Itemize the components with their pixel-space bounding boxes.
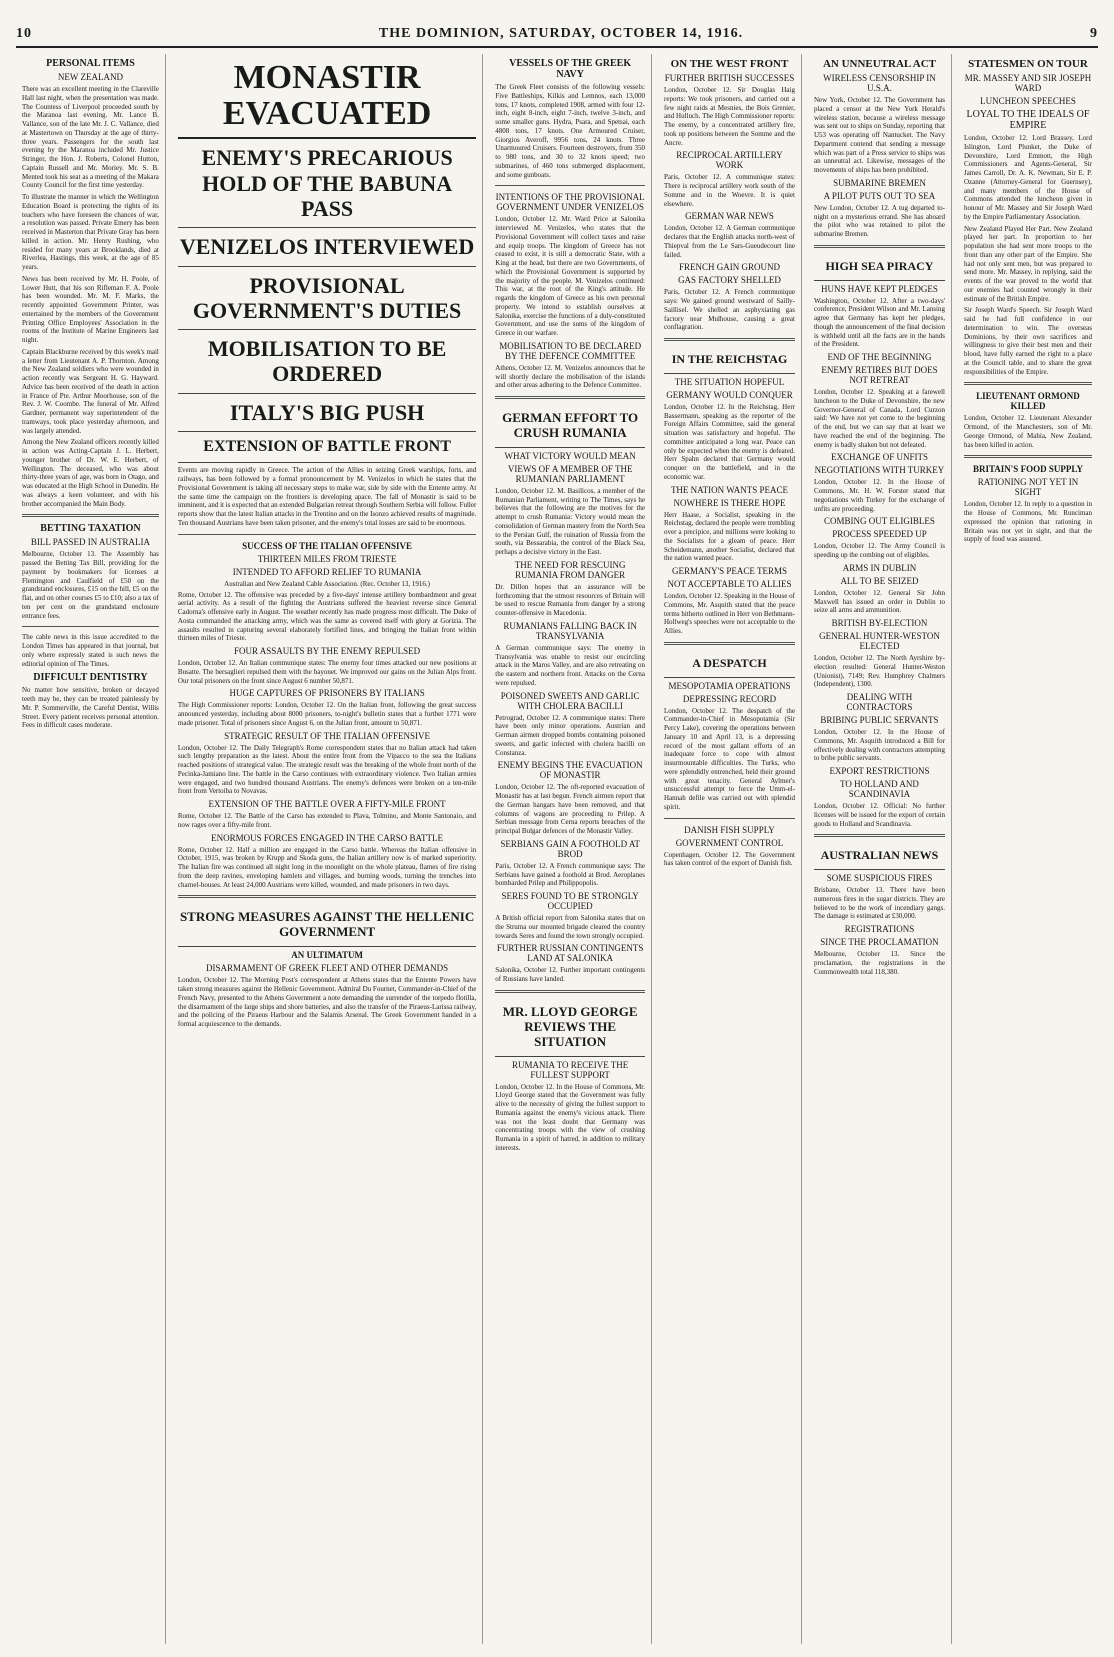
divider xyxy=(22,626,159,627)
subheading: ENORMOUS FORCES ENGAGED IN THE CARSO BATTLE xyxy=(211,832,444,843)
article-text: Copenhagen, October 12. The Government has taken control of the export of Danish fish. xyxy=(664,850,795,868)
headline: ALL TO BE SEIZED xyxy=(840,575,919,586)
headline: GERMAN WAR NEWS xyxy=(685,211,774,222)
headline: STRONG MEASURES AGAINST THE HELLENIC GOVERNMENT xyxy=(178,904,476,947)
article-text: London, October 12. Lord Brassey, Lord Islington, Lord Plunket, the Duke of Devonshire, Lord Emmott, the High Commissioners and Agents-General, Sir James Carroll, Dr. A. K. Newman, Sir E. P. Ozanne (Attorney-General for Guernsey), and many members of the House of Commons attended the luncheon given in honour of Mr. Massey and Sir Joseph Ward by the Empire Parliamentary Association. xyxy=(963,134,1092,221)
article-text: London, October 12. The Army Council is speeding up the combing out of eligibles. xyxy=(813,542,945,560)
headline: ON THE WEST FRONT xyxy=(670,58,789,70)
divider xyxy=(814,245,945,248)
headline: GAS FACTORY SHELLED xyxy=(678,275,781,286)
headline: SERES FOUND TO BE STRONGLY OCCUPIED xyxy=(501,891,639,912)
divider xyxy=(964,455,1092,458)
headline: HIGH SEA PIRACY xyxy=(814,254,945,281)
headline: GOVERNMENT CONTROL xyxy=(675,837,784,848)
subheading: THIRTEEN MILES FROM TRIESTE xyxy=(257,553,397,564)
headline: NEGOTIATIONS WITH TURKEY xyxy=(814,465,945,476)
article-text: A German communique says: The enemy in Transylvania was unable to resist our encircling attack in the Maros Valley, and are also retreating on the eastern and northern front. Attacks on the Cerna were repulsed. xyxy=(495,643,645,687)
article-text: London, October 12. Speaking at a farewell luncheon to the Duke of Devonshire, the new Governor-General of Canada, Lord Curzon said: We have not yet come to the beginning of the end, but we can say that at least we have reached the end of the beginning. The enemy is badly shaken but not defeated. xyxy=(813,388,945,449)
headline: DEPRESSING RECORD xyxy=(682,693,777,704)
article-text: London, October 12. The North Ayrshire by-election resulted: General Hunter-Weston (Unionist), 7149; Rev. Humphrey Chalmers (Independent), 1300. xyxy=(813,654,945,689)
columns xyxy=(16,54,1098,1644)
subheading: FOUR ASSAULTS BY THE ENEMY REPULSED xyxy=(234,646,421,657)
article-text: A British official report from Salonika states that on the Struma our mounted brigade cleared the country towards Seres and found the town strongly occupied. xyxy=(495,914,645,940)
headline: EXPORT RESTRICTIONS xyxy=(829,766,930,777)
headline: RATIONING NOT YET IN SIGHT xyxy=(977,477,1079,498)
headline: ARMS IN DUBLIN xyxy=(842,562,917,573)
section-subheading: BILL PASSED IN AUSTRALIA xyxy=(30,537,150,548)
article-text: The Greek Fleet consists of the following vessels: Five Battleships, Kilkis and Lemnos, each 13,000 tons, 17 knots, completed 1908, armed with four 12-inch, eight 8-inch, eight 7-inch, twelve 3-inch, and some smaller guns. Hydra, Psara, and Spetsai, each 4808 tons, 17 knots. One Armoured Cruiser, Giorgios Averoff, 9956 tons, 24 knots. Three Unarmoured Cruisers. Fourteen destroyers, from 350 to 980 tons, and 30 to 32 knots speed; two submarines, of 460 tons submerged displacement, and some gunboats. xyxy=(495,83,645,179)
headline: SINCE THE PROCLAMATION xyxy=(820,937,939,948)
section-heading: BETTING TAXATION xyxy=(40,523,141,535)
headline: VESSELS OF THE GREEK NAVY xyxy=(509,58,632,80)
headline: COMBING OUT ELIGIBLES xyxy=(824,516,935,527)
headline: ENEMY'S PRECARIOUS HOLD OF THE BABUNA PASS xyxy=(178,139,476,228)
headline: ENEMY RETIRES BUT DOES NOT RETREAT xyxy=(821,365,938,386)
headline: ENEMY BEGINS THE EVACUATION OF MONASTIR xyxy=(497,760,643,781)
subheading: SUCCESS OF THE ITALIAN OFFENSIVE xyxy=(242,540,413,551)
headline: MR. MASSEY AND SIR JOSEPH WARD xyxy=(964,73,1092,93)
headline: THE NEED FOR RESCUING RUMANIA FROM DANGER xyxy=(514,559,626,580)
headline: THE SITUATION HOPEFUL xyxy=(674,376,785,387)
divider xyxy=(664,818,795,819)
headline: SERBIANS GAIN A FOOTHOLD AT BROD xyxy=(500,838,640,859)
main-headline: MONASTIR EVACUATED xyxy=(178,54,476,139)
newspaper-title: THE DOMINION, SATURDAY, OCTOBER 14, 1916. xyxy=(378,26,744,41)
divider xyxy=(814,834,945,837)
masthead xyxy=(16,26,1098,48)
article-text: London, October 12. Speaking in the House of Commons, Mr. Asquith stated that the peace terms hitherto outlined in Herr von Bethmann-Hollweg's speeches were not acceptable to the Allies. xyxy=(664,592,795,636)
article-text: Athens, October 12. M. Venizelos announces that he will shortly declare the mobilisation of the islands and other areas adhering to the Defence Committee. xyxy=(495,363,645,390)
divider xyxy=(495,990,645,993)
headline: BRIBING PUBLIC SERVANTS xyxy=(820,715,939,726)
article-text: Washington, October 12. After a two-days' conference, President Wilson and Mr. Lansing agree that Germany has kept her pledges, though the announcement of the final decision is withheld until all the facts are in the hands of the President. xyxy=(813,296,945,349)
article-text: Melbourne, October 13. Since the proclamation, the registrations in the Commonwealth total 118,380. xyxy=(813,950,945,976)
divider xyxy=(664,642,795,645)
article-text: Paris, October 12. A French communique says: We gained ground westward of Sailly-Saillisel. We shelled an asphyxiating gas factory near Mulhouse, causing a great conflagration. xyxy=(664,288,795,332)
headline: POISONED SWEETS AND GARLIC WITH CHOLERA BACILLI xyxy=(500,690,640,711)
headline: ITALY'S BIG PUSH xyxy=(178,394,476,432)
article-text: London, October 12. The despatch of the Commander-in-Chief in Mesopotamia (Sir Percy Lake), covering the operations between January 10 and April 13, is a depressing record of the most gallant efforts of an inadequate force to cope with almost insurmountable difficulties. The Turks, who were splendidly entrenched, held their ground with great tenacity. General Aylmer's unsuccessful attempt to force the Umm-el-Hannah defile was carried out with splendid spirit. xyxy=(664,706,795,811)
headline: GERMANY'S PEACE TERMS xyxy=(672,566,787,577)
headline: EXCHANGE OF UNFITS xyxy=(830,452,928,463)
headline: DEALING WITH CONTRACTORS xyxy=(846,692,913,713)
article-text: London, October 12. Mr. Ward Price at Salonika interviewed M. Venizelos, who states that the Provisional Government will collect taxes and raise and equip troops. The kingdom of Greece has not ceased to exist, it is still a democratic State, with a King at the head, but there are two Governments, of which the Provisional Government is supported by the majority of the people. M. Venizelos continued: This war, at the root of the King's attitude. He regards the kingdom of Greece as his own personal property. We intend to establish ourselves at Salonika, exercise the functions of a duly-constituted Government, and use the sums of the kingdom of Greece in our warfare. xyxy=(495,215,645,337)
column-2 xyxy=(172,54,483,1644)
headline: FURTHER BRITISH SUCCESSES xyxy=(664,73,795,83)
headline: SOME SUSPICIOUS FIRES xyxy=(826,873,933,884)
headline: WHAT VICTORY WOULD MEAN xyxy=(504,450,636,461)
column-6 xyxy=(958,54,1098,1644)
column-5 xyxy=(808,54,952,1644)
headline: MOBILISATION TO BE DECLARED BY THE DEFENCE COMMITTEE xyxy=(499,340,642,361)
article-text: London, October 12. The Morning Post's correspondent at Athens states that the Entente Powers have taken strong measures against the Hellenic Government. Admiral Du Fournet, Commander-in-Chief of the French Navy, presented to the Athens Government a note demanding the surrender of the torpedo flotilla, the disarmament of the large ships and shore batteries, and also the transfer of the Piraeus-Larissa railway, and the policing of the Piraeus Harbour and the Salamis Arsenal. The Greek Government handed in a formal acquiescence to the demands. xyxy=(177,976,477,1029)
article-text: Paris, October 12. A communique states: There is reciprocal artillery work south of the Somme and in the Woevre. It is quiet elsewhere. xyxy=(664,173,795,208)
article-text: New London, October 12. A tug departed to-night on a mysterious errand. She has aboard the pilot who was retained to pilot the submarine Bremen. xyxy=(813,203,945,238)
headline: PROCESS SPEEDED UP xyxy=(832,529,927,540)
divider xyxy=(178,895,476,898)
subheading: AN ULTIMATUM xyxy=(291,950,363,961)
headline: BRITAIN'S FOOD SUPPLY xyxy=(972,464,1083,475)
article-text: Paris, October 12. A French communique says: The Serbians have gained a foothold at Brod. Aeroplanes bombarded Prilep and Philippopolis. xyxy=(495,861,645,888)
headline: GERMAN EFFORT TO CRUSH RUMANIA xyxy=(495,405,645,448)
headline: HUNS HAVE KEPT PLEDGES xyxy=(821,283,938,294)
article-text: There was an excellent meeting in the Clareville Hall last night, when the presentation was made. The Countess of Liverpool proceeded south by the Maranoa last evening. Mr. Lance B. Vallance, son of the late Mr. J. C. Vallance, died at Mastertown on Thursday at the age of thirty-three years. Passengers for the south last evening by the Maranoa included Mr. Justice Stringer, the Hon. J. Roberts, Colonel Hutton, Captain Russell and Mr. Moriey. Mr. S. B. Mented took his seat as a meeting of the Makara County Council for the first time yesterday. xyxy=(22,85,159,190)
divider xyxy=(178,534,476,535)
column-3 xyxy=(489,54,652,1644)
headline: MESOPOTAMIA OPERATIONS xyxy=(668,680,791,691)
divider xyxy=(964,382,1092,385)
headline: A DESPATCH xyxy=(664,651,795,678)
article-text: London, October 12. The oft-reported evacuation of Monastir has at last begun. French airmen report that the German hangars have been removed, and that columns of wagons are proceeding to Prilep. A Serbian message from Cerna reports breaches of the principal Bulgar defences of the Monastir Valley. xyxy=(495,783,645,836)
article-text: London, October 12. The Daily Telegraph's Rome correspondent states that no Italian attack had taken such lengthy preparation as the latest. About the entire front from the Vipacco to the sea the Italians reached positions of strategical value. The strategic result was the breaking of the whole front north of the Pecinka-Jamiano line. The battle in the Carso continues with extraordinary violence. Two Italian armies were engaged, and two hundred thousand Austrians. The enemy's defences were broken on a ten-mile front from Vertoiba to Novavas. xyxy=(177,743,477,796)
article-text: London, October 12. In reply to a question in the House of Commons, Mr. Runciman expressed the opinion that rationing in Britain was not yet in sight, and that the supply of food was assured. xyxy=(963,500,1092,544)
headline: RUMANIA TO RECEIVE THE FULLEST SUPPORT xyxy=(512,1059,629,1080)
divider xyxy=(22,514,159,517)
article-text: London, October 12. General Sir John Maxwell has issued an order in Dublin to seize all arms and ammunition. xyxy=(813,588,945,615)
article-text: Rome, October 12. Half a million are engaged in the Carso battle. Whereas the Italian offensive in October, 1915, was broken by Krupp and Skoda guns, the Italian artillery now is of marked superiority. The Italian fire was continued all night long in the moonlight on the whole plateau, flames of fire rising from the deep ravines, enveloping hamlets and villages, and burning woods, turning the trenches into charnel-houses. At least 24,000 Austrians were killed, wounded, and made prisoners in two days. xyxy=(177,845,477,889)
headline: SUBMARINE BREMEN xyxy=(833,177,926,188)
headline: PROVISIONAL GOVERNMENT'S DUTIES xyxy=(178,267,476,331)
headline: A PILOT PUTS OUT TO SEA xyxy=(823,190,936,201)
article-text: London, October 12. Sir Douglas Haig reports: We took prisoners, and carried out a few night raids at Mesnies, the Bois Grenier, and Hulluch. The High Commissioner reports: The enemy, by a concentrated artillery fire, took up positions between the Somme and the Ancre. xyxy=(664,86,795,147)
article-text: New York, October 12. The Government has placed a censor at the New York Herald's wireless station, because a wireless message was sent out to ships on Sunday, reporting that U53 was operating off Nantucket. The Navy Department contend that sending a message which was part of a Press service to ships was an unneutral act. Likewise, messages of the movements of ships has been prohibited. xyxy=(813,96,945,174)
article-text: Salonika, October 12. Further important contingents of Russians have landed. xyxy=(495,966,645,984)
headline: LIEUTENANT ORMOND KILLED xyxy=(976,391,1080,412)
article-text: London, October 12. In the House of Commons, Mr. H. W. Forster stated that negotiations with Turkey for the exchange of unfits are proceeding. xyxy=(813,478,945,513)
headline: FRENCH GAIN GROUND xyxy=(678,262,780,273)
article-text: Rome, October 12. The offensive was preceded by a five-days' intense artillery bombardment and great aerial activity. As a result of the fighting the Austrians suffered the heaviest reverse since General Cadorna's offensive early in August. The weather recently has made progress most difficult. The Duke of Aosta commanded the attacking army, which was the same as covered itself with glory at Gorizia. The assaults resulted in capturing several elaborately fortified lines, and bringing the Italian front within thirteen miles of Trieste. xyxy=(177,590,477,643)
headline: NOWHERE IS THERE HOPE xyxy=(673,497,786,508)
headline: VENIZELOS INTERVIEWED xyxy=(178,228,476,266)
headline: VIEWS OF A MEMBER OF THE RUMANIAN PARLIAMENT xyxy=(507,463,633,484)
headline: GERMANY WOULD CONQUER xyxy=(666,389,793,400)
headline: INTENTIONS OF THE PROVISIONAL GOVERNMENT UNDER VENIZELOS xyxy=(495,192,645,213)
section-heading: PERSONAL ITEMS xyxy=(46,58,135,69)
headline: IN THE REICHSTAG xyxy=(664,347,795,374)
subheading: DISARMAMENT OF GREEK FLEET AND OTHER DEMANDS xyxy=(206,963,449,974)
article-text: Captain Blackburne received by this week's mail a letter from Lieutenant A. P. Thornton. Among the New Zealand soldiers who were wounded in action recently was Sergeant H. G. Hayward. Advice has been received of the death in action in France of Pte. Arthur Moorhouse, son of the Rev. J. W. Coombe. The funeral of Mr. Alfred Gardner, permanent way superintendent of the tramways, took place yesterday afternoon, and was largely attended. xyxy=(22,347,159,435)
dateline: Australian and New Zealand Cable Association. (Rec. October 13, 1916.) xyxy=(224,579,431,588)
article-text: No matter how sensitive, broken or decayed teeth may be, they can be treated painlessly by Mr. P. Sommerville, the Careful Dentist, Willis Street. Every patient receives personal attention. Fees in difficult cases moderate. xyxy=(22,686,159,730)
headline: MR. LLOYD GEORGE REVIEWS THE SITUATION xyxy=(495,999,645,1057)
article-text: News has been received by Mr. H. Poole, of Lower Hutt, that his son Rifleman F. A. Poole has been wounded. Mr. M. F. Marks, the recently appointed Government Printer, was entertained by the members of the Government Printing Office Employees' Association in the rooms of the Institute of Marine Engineers last night. xyxy=(22,274,159,344)
article-text: London, October 12. In the House of Commons, Mr. Asquith introduced a Bill for effectively dealing with contractors attempting to bribe public servants. xyxy=(813,728,945,763)
divider xyxy=(664,338,795,341)
headline: STATESMEN ON TOUR xyxy=(968,58,1088,70)
headline: FURTHER RUSSIAN CONTINGENTS LAND AT SALONIKA xyxy=(496,943,644,964)
headline: LUNCHEON SPEECHES xyxy=(980,96,1076,106)
headline: AN UNNEUTRAL ACT xyxy=(822,58,937,70)
section-heading: DIFFICULT DENTISTRY xyxy=(33,672,148,684)
article-text: London, October 12. In the Reichstag, Herr Bassermann, speaking as the reporter of the Foreign Affairs Committee, said the general situation was satisfactory and hopeful. The committee anticipated a long war. Peace can only be expected when the enemy is defeated. Herr Spahn declared that Germany would conquer on the battlefield, and in the economic war. xyxy=(664,402,795,481)
headline: EXTENSION OF BATTLE FRONT xyxy=(178,432,476,463)
article-text: London, October 12. An Italian communique states: The enemy four times attacked our new positions at Busatte. The bersaglieri repulsed them with the bayonet. We improved our gains on the Julian Alps front. Our total prisoners on the front since August 6 number 50,871. xyxy=(177,659,477,685)
article-text: Herr Haase, a Socialist, speaking in the Reichstag, declared the people were trembling over a precipice, and millions were looking to the Socialists for a gleam of peace. Herr Scheidemann, another Socialist, declared that the nation wanted peace. xyxy=(664,510,795,563)
article-text: The High Commissioner reports: London, October 12. On the Italian front, following the great success announced yesterday, including about 8000 prisoners, to-night's bulletin states that a further 1771 were made prisoner. Total of prisoners since August 6, on the Julian front, amount to 50,871. xyxy=(177,701,477,727)
article-text: Rome, October 12. The Battle of the Carso has extended to Plava, Tolmino, and Monte Santonaio, and now rages over a fifty-mile front. xyxy=(177,812,477,829)
subheading: EXTENSION OF THE BATTLE OVER A FIFTY-MILE FRONT xyxy=(208,799,446,810)
headline: RUMANIANS FALLING BACK IN TRANSYLVANIA xyxy=(503,620,637,641)
headline: MOBILISATION TO BE ORDERED xyxy=(178,330,476,394)
article-text: New Zealand Played Her Part. New Zealand played her part. In proportion to her population she had sent more troops to the front than any other part of the Empire. She had not only sent men, but was prepared to send more. Mr. Massey, in replying, said the events of the war proved to the world that our enemies had counted wrongly in their estimate of the British Empire. xyxy=(963,224,1092,303)
article-text: London, October 12. Official: No further licenses will be issued for the export of certain goods to Holland and Scandinavia. xyxy=(813,802,945,828)
headline: REGISTRATIONS xyxy=(844,924,915,935)
article-text: London, October 12. Lieutenant Alexander Ormond, of the Manchesters, son of Mr. George Ormond, of Mahia, New Zealand, has been killed in action. xyxy=(963,414,1092,449)
headline: RECIPROCAL ARTILLERY WORK xyxy=(676,150,783,171)
headline: GENERAL HUNTER-WESTON ELECTED xyxy=(819,631,940,652)
headline: BRITISH BY-ELECTION xyxy=(831,618,928,629)
headline: END OF THE BEGINNING xyxy=(827,352,932,363)
article-text: Melbourne, October 13. The Assembly has passed the Betting Tax Bill, providing for the payment by bookmakers for licenses at Flemington and Caulfield of £50 on the grandstand enclosures, £15 on the hill, £5 on the flat, and on other courses £5 to £10; also a tax of ten per cent on the grandstand enclosure entrance fees. xyxy=(22,550,159,620)
headline: NOT ACCEPTABLE TO ALLIES xyxy=(667,579,792,590)
article-text: London, October 12. In the House of Commons, Mr. Lloyd George stated that the Government was fully alive to the necessity of giving the fullest support to Rumania against the enemy's vicious attack. There was not the least doubt that Germany was concentrating troops with the view of crushing Rumania in a spirit of hatred, in addition to military interests. xyxy=(495,1082,645,1152)
article-text: London, October 12. A German communique declares that the English attacks north-west of Thiepval from the Le Sars-Gueudecourt line failed. xyxy=(664,224,795,259)
section-subheading: NEW ZEALAND xyxy=(57,72,123,82)
article-text: The cable news in this issue accredited to the London Times has appeared in that journal, but only where expressly stated is such news the editorial opinion of The Times. xyxy=(22,633,159,668)
article-text: To illustrate the manner in which the Wellington Education Board is protecting the rights of its teachers who have foreseen the chances of war, a resolution was passed. Private Emery has been received in Masterton that Private Gray has been killed in action. Mr. Henry Rushing, who resided for many years at Brooklands, died at Riverlea, Hastings, this week, at the age of 85 years. xyxy=(22,193,159,271)
headline: TO HOLLAND AND SCANDINAVIA xyxy=(840,779,919,800)
headline: AUSTRALIAN NEWS xyxy=(814,843,945,870)
column-4 xyxy=(658,54,802,1644)
subheading: HUGE CAPTURES OF PRISONERS BY ITALIANS xyxy=(229,688,425,699)
article-text: Events are moving rapidly in Greece. The action of the Allies in seizing Greek warships, forts, and railways, has been followed by a formal pronouncement by M. Venizelos in which he states that the Provisional Government is taking all necessary steps to make war, side by side with the Entente army. At the same time the campaign on the frontiers is developing apace. The fall of Monastir is said to be imminent, and it is expected that an extended Bulgarian retreat through Southern Serbia will follow. Fuller reports show that the latest Italian attacks in the Trentino and on the Isonzo achieved results of magnitude. Ten thousand Austrians have been taken prisoner, and the enemy's total losses are said to be enormous. xyxy=(177,466,477,527)
subheading: INTENDED TO AFFORD RELIEF TO RUMANIA xyxy=(232,566,422,577)
headline: WIRELESS CENSORSHIP IN U.S.A. xyxy=(823,73,936,93)
divider xyxy=(495,185,645,186)
article-text: Sir Joseph Ward's Speech. Sir Joseph Ward said he had full confidence in our determination to win. The overseas Dominions, by their own sacrifices and willingness to give their best men and their blood, have fully earned the right to a place at the Council table, and to share the great responsibilities of the Empire. xyxy=(963,306,1092,376)
article-text: Among the New Zealand officers recently killed in action was Acting-Captain J. L. Herbert, younger brother of Dr. W. E. Herbert, of Wellington. The deceased, who was about thirty-three years of age, was born in Otago, and was educated at the High School in Dunedin. He was always a keen volunteer, and with his brother accompanied the Main Body. xyxy=(22,438,159,508)
article-text: Dr. Dillon hopes that an assurance will be forthcoming that the utmost resources of Britain will be used to rescue Rumania from danger by a strong counter-offensive in Macedonia. xyxy=(495,582,645,618)
page-number-right: 9 xyxy=(1090,26,1098,41)
subheading: STRATEGIC RESULT OF THE ITALIAN OFFENSIVE xyxy=(224,730,431,741)
article-text: Brisbane, October 13. There have been numerous fires in the sugar districts. They are believed to be the work of incendiary gangs. The damage is estimated at £30,000. xyxy=(813,886,945,921)
page-number-left: 10 xyxy=(16,26,32,41)
article-text: Petrograd, October 12. A communique states: There have been only minor operations. Austrian and German airmen dropped bombs containing poisoned sweets, and garlic infected with cholera bacilli on Constanza. xyxy=(495,713,645,757)
headline: THE NATION WANTS PEACE xyxy=(670,484,789,495)
headline: LOYAL TO THE IDEALS OF EMPIRE xyxy=(966,109,1090,131)
headline: DANISH FISH SUPPLY xyxy=(684,824,775,835)
divider xyxy=(495,396,645,399)
article-text: London, October 12. M. Basilicos, a member of the Rumanian Parliament, writing to The Times, says he believes that the following are the motives for the attempt to crush Rumania: Victory would mean the consolidation of German mastery from the North Sea to the Persian Gulf, the ruination of Russia from the south, via Bessarabia, the control of the Black Sea, perhaps a decisive victory in the East. xyxy=(495,486,645,557)
column-1 xyxy=(16,54,166,1644)
